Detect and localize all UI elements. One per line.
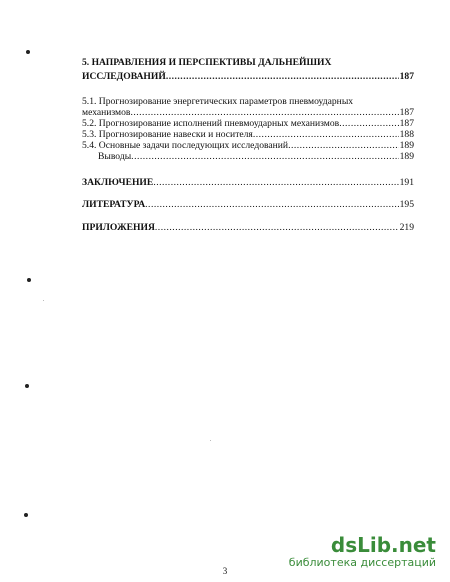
binder-hole-mark xyxy=(24,513,28,517)
toc-item-page: 188 xyxy=(399,129,414,140)
toc-conclusion-page: 191 xyxy=(399,177,414,188)
dslib-logo: dsLib.net xyxy=(330,533,436,557)
toc-literature-page: 195 xyxy=(399,199,414,210)
toc-section-5-title-line1: 5. НАПРАВЛЕНИЯ И ПЕРСПЕКТИВЫ ДАЛЬНЕЙШИХ xyxy=(82,57,332,68)
leader-dots xyxy=(339,118,398,129)
toc-section-5-label: ИССЛЕДОВАНИЙ xyxy=(82,71,166,82)
leader-dots xyxy=(145,199,398,210)
toc-appendices: ПРИЛОЖЕНИЯ ..... 219 xyxy=(82,222,414,233)
leader-dots xyxy=(155,222,399,233)
toc-item-5-2: 5.2. Прогнозирование исполнений пневмоударных механизмов ..... 187 xyxy=(82,118,414,129)
toc-appendices-page: 219 xyxy=(399,222,414,233)
toc-item-5-1-line1: 5.1. Прогнозирование энергетических параметров пневмоударных xyxy=(82,96,354,107)
dslib-tagline: библиотека диссертаций xyxy=(288,556,436,569)
toc-item-5-4: 5.4. Основные задачи последующих исследований ..... 189 xyxy=(82,140,414,151)
leader-dots xyxy=(288,140,399,151)
toc-conclusion: ЗАКЛЮЧЕНИЕ ..... 191 xyxy=(82,177,414,188)
toc-item-conclusions: Выводы ..... 189 xyxy=(98,151,414,162)
leader-dots xyxy=(131,151,398,162)
toc-section-5-title-line2 xyxy=(82,71,414,82)
page-number: 3 xyxy=(222,566,228,576)
leader-dots xyxy=(253,129,399,140)
toc-section-5-page: 187 xyxy=(399,71,414,82)
toc-item-5-1-line2: механизмов ..... 187 xyxy=(82,107,414,118)
binder-hole-mark xyxy=(27,278,31,282)
leader-dots xyxy=(166,71,399,82)
toc-literature: ЛИТЕРАТУРА ..... 195 xyxy=(82,199,414,210)
scan-speck xyxy=(43,300,44,301)
leader-dots xyxy=(130,107,398,118)
binder-hole-mark xyxy=(26,50,30,54)
scan-speck xyxy=(210,440,211,441)
toc-item-page: 189 xyxy=(399,151,414,162)
toc-item-5-3: 5.3. Прогнозирование навески и носителя ..... 188 xyxy=(82,129,414,140)
leader-dots xyxy=(153,177,398,188)
binder-hole-mark xyxy=(25,384,29,388)
toc-item-page: 189 xyxy=(399,140,414,151)
dslib-watermark[interactable] xyxy=(289,534,436,569)
toc-item-page: 187 xyxy=(399,118,414,129)
toc-item-page: 187 xyxy=(399,107,414,118)
